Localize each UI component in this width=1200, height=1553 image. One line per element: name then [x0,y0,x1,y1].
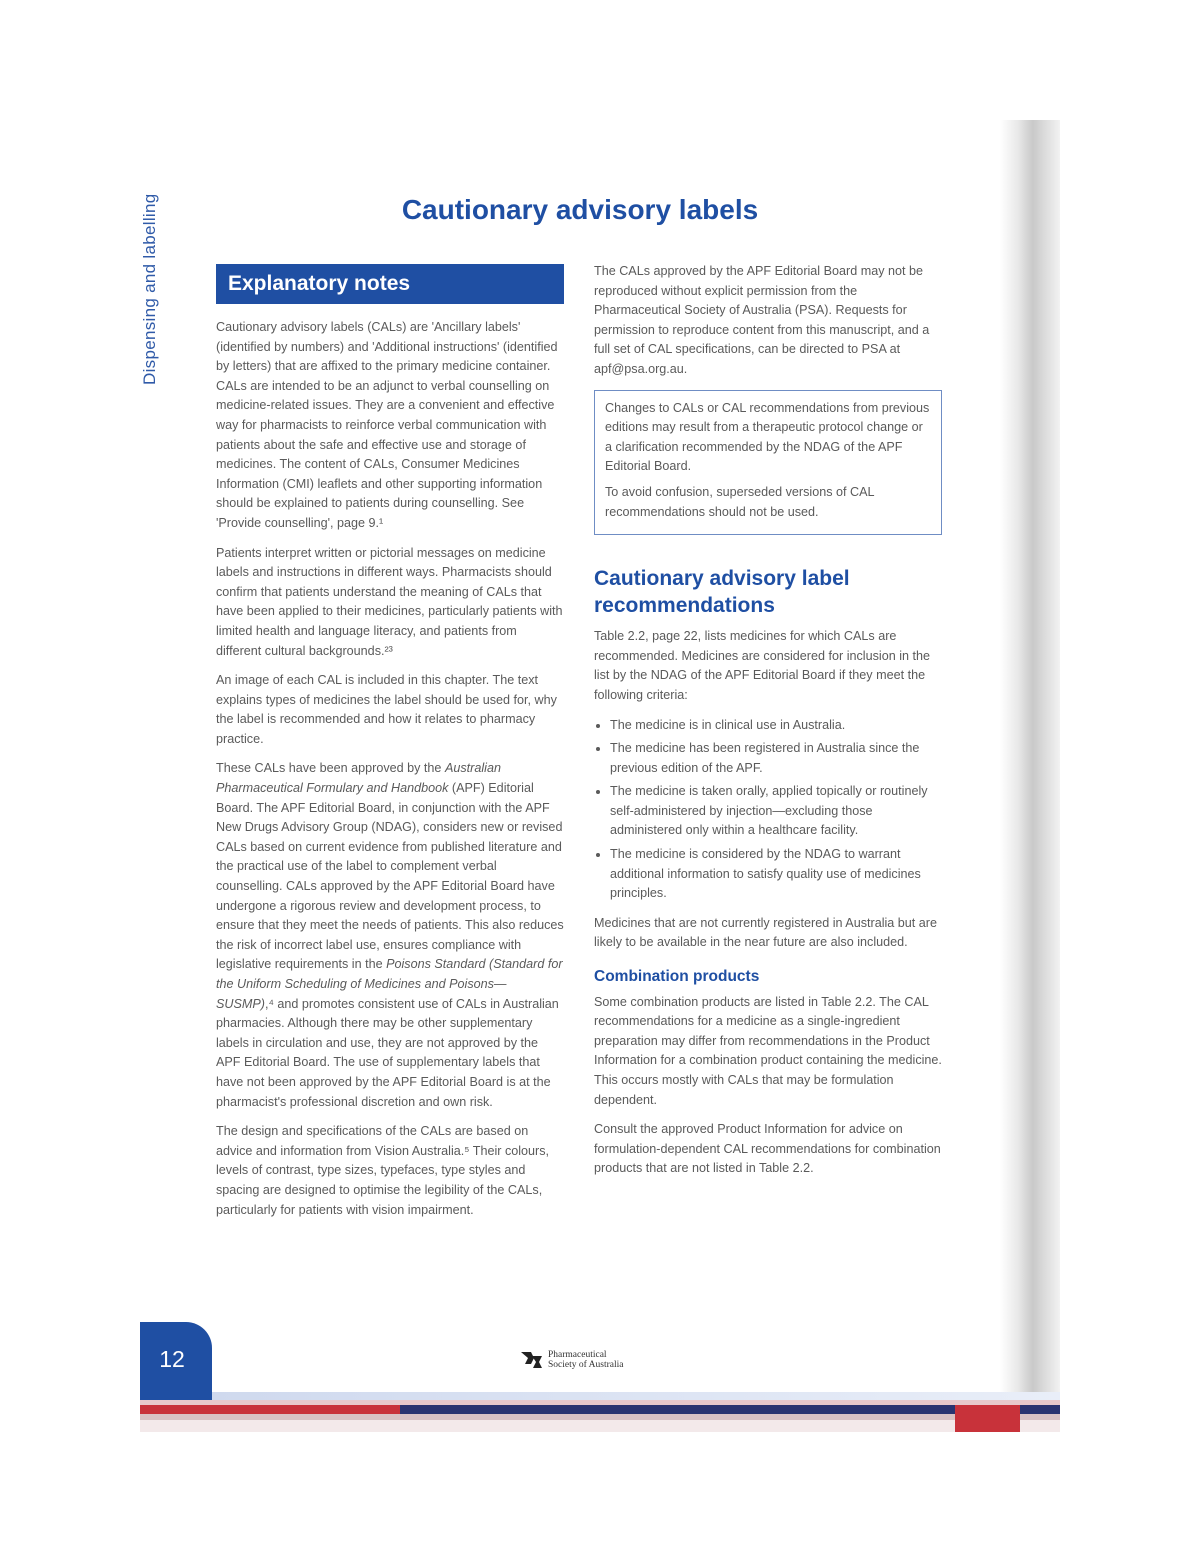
book-spine-shadow [1000,120,1060,1432]
page-title: Cautionary advisory labels [401,194,759,225]
text-run: (APF) Editorial Board. The APF Editorial Board, in conjunction with the APF New Drugs Advisory Group (NDAG), considers new or revised CALs based on current evidence from published literature and the practical use of the label to complement verbal counselling. CALs approved by the APF Editorial Board have undergone a rigorous review and development process, to ensure that they meet the needs of patients. This also reduces the risk of incorrect label use, ensures compliance with legislative requirements in the [216,781,564,972]
footer-stripes [140,1400,1060,1432]
list-item: • The medicine has been registered in Australia since the previous edition of the APF. [610,739,942,778]
recommendations-heading: Cautionary advisory label recommendations [594,567,850,618]
notice-text: Changes to CALs or CAL recommendations from previous editions may result from a therapeutic protocol change or a clarification recommended by the NDAG of the APF Editorial Board. [605,400,930,474]
combination-products-heading: Combination products [594,968,760,986]
logo-line: Pharmaceutical [548,1350,607,1360]
paragraph: Medicines that are not currently registered in Australia but are likely to be available in the near future are also included. [594,915,938,950]
paragraph: An image of each CAL is included in this chapter. The text explains types of medicines the label should be used for, why the label is recommended and how it relates to pharmacy practice. [216,673,557,746]
italic-title: Poisons Standard (Standard for the Uniform Scheduling of Medicines and Poisons—SUSMP) [216,957,563,1011]
criteria-list [594,716,942,904]
psa-emblem-icon [520,1350,544,1370]
right-column [594,262,942,1189]
list-item: • The medicine is in clinical use in Australia. [610,716,942,736]
left-column [216,262,564,1230]
paragraph: Table 2.2, page 22, lists medicines for which CALs are recommended. Medicines are considered for inclusion in the list by the NDAG of the APF Editorial Board if they meet the following criteria: [594,629,931,702]
notice-box [594,390,942,536]
logo-line: Society of Australia [548,1360,624,1370]
page-number: 12 [159,1346,185,1372]
footer-band [212,1392,1060,1400]
chapter-side-label: Dispensing and labelling [140,193,159,385]
paragraph: Some combination products are listed in Table 2.2. The CAL recommendations for a medicine as a single-ingredient preparation may differ from recommendations in the Product Information for a combination product containing the medicine. This occurs mostly with CALs that may be formulation dependent. [594,994,942,1107]
list-item: • The medicine is taken orally, applied topically or routinely self-administered by injection—excluding those administered only within a healthcare facility. [610,782,942,841]
text-run: ,⁴ and promotes consistent use of CALs in Australian pharmacies. Although there may be other supplementary labels in circulation and use, they are not approved by the APF Editorial Board. The use of supplementary labels that have not been approved by the APF Editorial Board is at the pharmacist's professional discretion and own risk. [216,996,559,1109]
paragraph: The CALs approved by the APF Editorial Board may not be reproduced without explicit permission from the Pharmaceutical Society of Australia (PSA). Requests for permission to reproduce content from this manuscript, and a full set of CAL specifications, can be directed to PSA at apf@psa.org.au. [594,264,930,376]
psa-logo [520,1348,623,1372]
list-item: • The medicine is considered by the NDAG to warrant additional information to satisfy quality use of medicines principles. [610,845,942,904]
italic-title: Australian Pharmaceutical Formulary and Handbook [216,761,501,796]
logo-text [548,1350,623,1370]
paragraph: Patients interpret written or pictorial messages on medicine labels and instructions in different ways. Pharmacists should confirm that patients understand the meaning of CALs that have been applied to their medicines, particularly patients with limited health and language literacy, and patients from different cultural backgrounds.²³ [216,545,563,658]
paragraph: Cautionary advisory labels (CALs) are 'Ancillary labels' (identified by numbers) and 'Additional instructions' (identified by letters) that are affixed to the primary medicine container. CALs are intended to be an adjunct to verbal counselling on medicine-related issues. They are a convenient and effective way for pharmacists to reinforce verbal communication with patients about the safe and effective use and storage of medicines. The content of CALs, Consumer Medicines Information (CMI) leaflets and other supporting information should be explained to patients during counselling. See 'Provide counselling', page 9.¹ [216,320,558,530]
paragraph: Consult the approved Product Information for advice on formulation-dependent CAL recommendations for combination products that are not listed in Table 2.2. [594,1122,941,1176]
notice-text: To avoid confusion, superseded versions of CAL recommendations should not be used. [605,484,875,519]
text-run: These CALs have been approved by the [216,761,445,776]
paragraph: The design and specifications of the CALs are based on advice and information from Vision Australia.⁵ Their colours, levels of contrast, type sizes, typefaces, type styles and spacing are designed to optimise the legibility of the CALs, particularly for patients with vision impairment. [216,1124,550,1217]
paragraph [216,759,564,1112]
explanatory-notes-heading: Explanatory notes [216,264,564,304]
